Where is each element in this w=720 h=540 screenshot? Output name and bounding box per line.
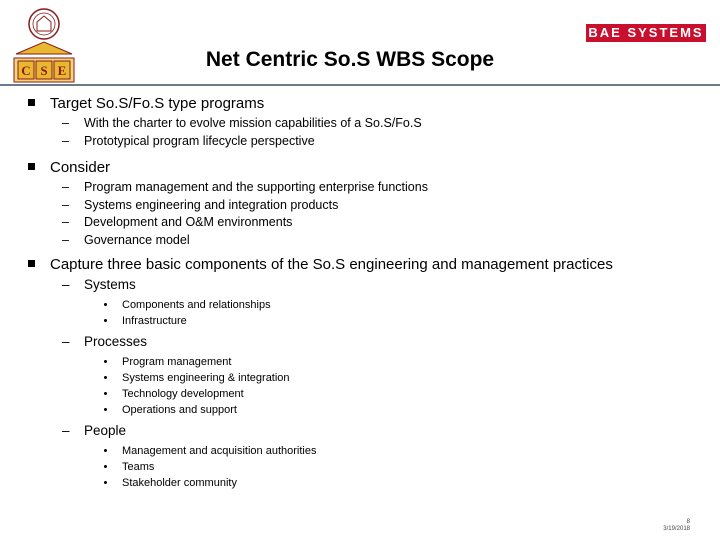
dash-icon: – bbox=[62, 197, 69, 212]
sub-item bbox=[104, 475, 613, 491]
list-item bbox=[62, 197, 613, 215]
list-item-text: People bbox=[84, 423, 127, 438]
list-item bbox=[62, 179, 613, 197]
sub-item-text: Teams bbox=[122, 461, 155, 473]
page-number: 8 bbox=[686, 519, 690, 525]
dash-icon: – bbox=[62, 334, 70, 349]
dash-icon: – bbox=[62, 277, 70, 292]
sub-item bbox=[104, 354, 613, 370]
title-divider bbox=[0, 84, 720, 86]
bullet-1 bbox=[28, 94, 613, 113]
list-item bbox=[62, 232, 613, 250]
list-item-text: Systems bbox=[84, 277, 136, 292]
systems-subitems bbox=[62, 297, 613, 329]
dot-bullet-icon bbox=[104, 319, 107, 322]
bullet-3-items bbox=[28, 276, 613, 491]
list-item-systems bbox=[62, 276, 613, 294]
dot-bullet-icon bbox=[104, 465, 107, 468]
sub-item bbox=[104, 402, 613, 418]
people-subitems bbox=[62, 443, 613, 491]
list-item-text: Governance model bbox=[84, 232, 190, 247]
dot-bullet-icon bbox=[104, 303, 107, 306]
dash-icon: – bbox=[62, 133, 69, 148]
svg-text:S: S bbox=[40, 63, 48, 78]
svg-text:E: E bbox=[57, 63, 67, 78]
square-bullet-icon bbox=[28, 163, 35, 170]
dot-bullet-icon bbox=[104, 449, 107, 452]
square-bullet-icon bbox=[28, 260, 35, 267]
list-item-text: Prototypical program lifecycle perspective bbox=[84, 133, 315, 148]
list-item bbox=[62, 115, 613, 133]
bullet-3 bbox=[28, 255, 613, 274]
dash-icon: – bbox=[62, 423, 70, 438]
list-item-text: Program management and the supporting enterprise functions bbox=[84, 180, 428, 194]
sub-item bbox=[104, 370, 613, 386]
sub-item-text: Infrastructure bbox=[122, 315, 187, 327]
list-item-text: Development and O&M environments bbox=[84, 215, 293, 229]
dot-bullet-icon bbox=[104, 392, 107, 395]
bae-systems-logo: BAE SYSTEMS bbox=[586, 24, 706, 42]
sub-item-text: Components and relationships bbox=[122, 299, 271, 311]
square-bullet-icon bbox=[28, 99, 35, 106]
list-item-processes bbox=[62, 333, 613, 351]
bullet-text: Consider bbox=[50, 159, 111, 176]
bullet-text: Target So.S/Fo.S type programs bbox=[50, 95, 265, 112]
usc-cse-logo bbox=[8, 4, 80, 84]
sub-item-text: Systems engineering & integration bbox=[122, 372, 290, 384]
bullet-text: Capture three basic components of the So.S engineering and management practices bbox=[50, 256, 613, 273]
sub-item bbox=[104, 313, 613, 329]
sub-item bbox=[104, 297, 613, 313]
sub-item bbox=[104, 443, 613, 459]
list-item bbox=[62, 133, 613, 151]
slide-footer bbox=[663, 519, 690, 533]
svg-text:C: C bbox=[21, 63, 31, 78]
dash-icon: – bbox=[62, 116, 69, 130]
sub-item-text: Stakeholder community bbox=[122, 477, 237, 489]
sub-item-text: Program management bbox=[122, 356, 232, 368]
slide-date: 3/19/2018 bbox=[663, 526, 690, 532]
sub-item-text: Operations and support bbox=[122, 404, 237, 416]
processes-subitems bbox=[62, 354, 613, 418]
dash-icon: – bbox=[62, 232, 69, 247]
bullet-2 bbox=[28, 158, 613, 177]
dot-bullet-icon bbox=[104, 408, 107, 411]
page-title: Net Centric So.S WBS Scope bbox=[205, 48, 495, 71]
bullet-1-items bbox=[28, 115, 613, 150]
list-item-text: Systems engineering and integration products bbox=[84, 197, 339, 212]
sub-item bbox=[104, 386, 613, 402]
bullet-2-items bbox=[28, 179, 613, 249]
dash-icon: – bbox=[62, 180, 69, 194]
sub-item bbox=[104, 459, 613, 475]
slide-content bbox=[28, 94, 613, 495]
list-item-text: Processes bbox=[84, 334, 148, 349]
list-item-people bbox=[62, 422, 613, 440]
list-item bbox=[62, 214, 613, 232]
sub-item-text: Technology development bbox=[122, 388, 244, 400]
dash-icon: – bbox=[62, 215, 69, 229]
dot-bullet-icon bbox=[104, 360, 107, 363]
list-item-text: With the charter to evolve mission capabilities of a So.S/Fo.S bbox=[84, 116, 422, 130]
dot-bullet-icon bbox=[104, 481, 107, 484]
dot-bullet-icon bbox=[104, 376, 107, 379]
sub-item-text: Management and acquisition authorities bbox=[122, 445, 317, 457]
